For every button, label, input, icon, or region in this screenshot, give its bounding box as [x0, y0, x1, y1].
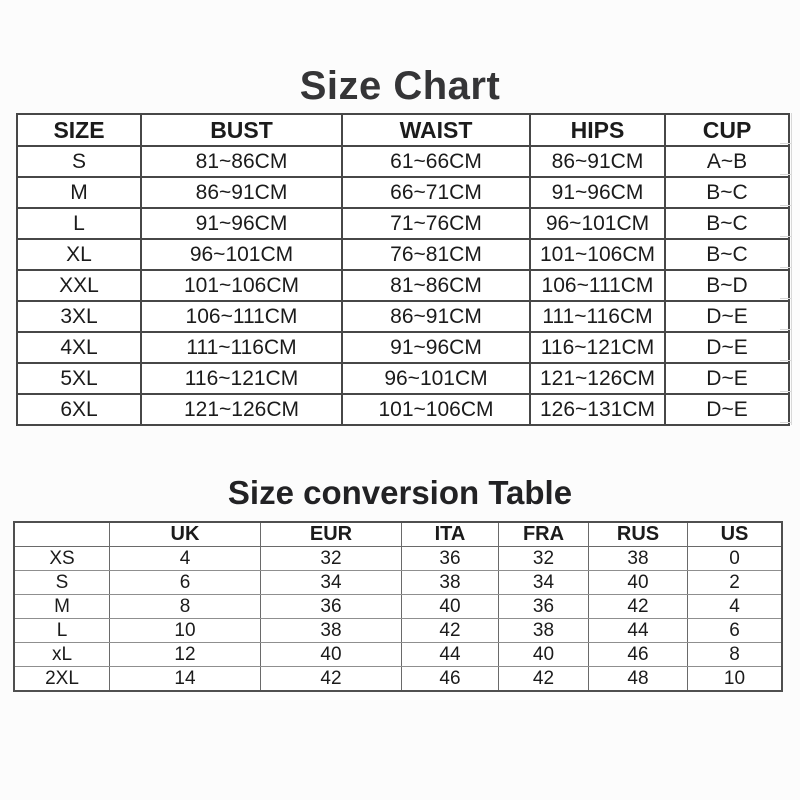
table-cell: D~E	[665, 332, 789, 363]
table-cell: 3XL	[17, 301, 141, 332]
table-cell: 116~121CM	[141, 363, 342, 394]
table-cell: 38	[589, 547, 688, 571]
table-row	[17, 239, 789, 270]
table-cell: 81~86CM	[141, 146, 342, 177]
table-cell: XS	[14, 547, 110, 571]
table-cell: 14	[110, 667, 261, 692]
table-cell: 71~76CM	[342, 208, 530, 239]
table-cell: 40	[402, 595, 499, 619]
table-cell: D~E	[665, 394, 789, 425]
table-row	[17, 270, 789, 301]
table-cell: 12	[110, 643, 261, 667]
table-cell: S	[17, 146, 141, 177]
table-cell: L	[14, 619, 110, 643]
table-cell: B~D	[665, 270, 789, 301]
table-cell: 36	[261, 595, 402, 619]
size-conversion-table	[13, 521, 783, 692]
table-cell: XXL	[17, 270, 141, 301]
table-row	[14, 667, 782, 692]
table-row	[17, 146, 789, 177]
table-cell: 6XL	[17, 394, 141, 425]
table-cell: 111~116CM	[141, 332, 342, 363]
table-cell: 42	[402, 619, 499, 643]
table-row	[14, 571, 782, 595]
table-cell: 91~96CM	[342, 332, 530, 363]
table-cell: S	[14, 571, 110, 595]
table-cell: 38	[499, 619, 589, 643]
table-row	[14, 547, 782, 571]
table-cell: 36	[499, 595, 589, 619]
table-cell: 36	[402, 547, 499, 571]
table-cell: 101~106CM	[530, 239, 665, 270]
column-header: HIPS	[530, 114, 665, 146]
column-header: BUST	[141, 114, 342, 146]
column-header: ITA	[402, 522, 499, 547]
table-cell: 8	[110, 595, 261, 619]
table-cell: 32	[499, 547, 589, 571]
table-cell: 32	[261, 547, 402, 571]
table-cell: 46	[402, 667, 499, 692]
table-cell: 106~111CM	[141, 301, 342, 332]
column-header: FRA	[499, 522, 589, 547]
table-cell: 86~91CM	[141, 177, 342, 208]
table-row	[17, 301, 789, 332]
table-cell: M	[14, 595, 110, 619]
table-cell: xL	[14, 643, 110, 667]
table-cell: 76~81CM	[342, 239, 530, 270]
table-cell: B~C	[665, 208, 789, 239]
table-row	[17, 363, 789, 394]
column-header: UK	[110, 522, 261, 547]
table-cell: 38	[402, 571, 499, 595]
table-cell: 42	[589, 595, 688, 619]
table-cell: 42	[261, 667, 402, 692]
table-cell: 42	[499, 667, 589, 692]
table-cell: B~C	[665, 239, 789, 270]
header-row	[14, 522, 782, 547]
table-cell: 96~101CM	[530, 208, 665, 239]
table-cell: 106~111CM	[530, 270, 665, 301]
table-row	[17, 332, 789, 363]
column-header: RUS	[589, 522, 688, 547]
table-cell: 86~91CM	[342, 301, 530, 332]
table-cell: 126~131CM	[530, 394, 665, 425]
table-cell: 61~66CM	[342, 146, 530, 177]
table-cell: B~C	[665, 177, 789, 208]
table-header	[17, 114, 789, 146]
column-header: WAIST	[342, 114, 530, 146]
table-cell: 48	[589, 667, 688, 692]
table-cell: 4	[688, 595, 783, 619]
table-cell: 44	[402, 643, 499, 667]
table-cell: 91~96CM	[141, 208, 342, 239]
table-cell: M	[17, 177, 141, 208]
table-cell: D~E	[665, 363, 789, 394]
table-cell: 111~116CM	[530, 301, 665, 332]
column-header: SIZE	[17, 114, 141, 146]
table-cell: 96~101CM	[141, 239, 342, 270]
table-cell: 4	[110, 547, 261, 571]
table-body	[17, 146, 789, 425]
table-cell: 10	[110, 619, 261, 643]
conversion-table-title: Size conversion Table	[227, 474, 573, 511]
table-row	[14, 595, 782, 619]
table-cell: 116~121CM	[530, 332, 665, 363]
table-cell: XL	[17, 239, 141, 270]
table-cell: D~E	[665, 301, 789, 332]
table-cell: 6	[688, 619, 783, 643]
table-header	[14, 522, 782, 547]
table-cell: 40	[261, 643, 402, 667]
table-cell: 44	[589, 619, 688, 643]
table-cell: A~B	[665, 146, 789, 177]
header-row	[17, 114, 789, 146]
table-body	[14, 547, 782, 692]
table-cell: 34	[499, 571, 589, 595]
table-cell: 8	[688, 643, 783, 667]
table-cell: 10	[688, 667, 783, 692]
table-cell: 121~126CM	[141, 394, 342, 425]
table-cell: 4XL	[17, 332, 141, 363]
table-cell: 0	[688, 547, 783, 571]
table-row	[14, 619, 782, 643]
table-cell: 6	[110, 571, 261, 595]
table-cell: 101~106CM	[141, 270, 342, 301]
table-cell: 96~101CM	[342, 363, 530, 394]
table-row	[17, 208, 789, 239]
table-cell: 40	[499, 643, 589, 667]
table-cell: 40	[589, 571, 688, 595]
table-cell: 81~86CM	[342, 270, 530, 301]
table-row	[14, 643, 782, 667]
table-cell: 66~71CM	[342, 177, 530, 208]
table-cell: 34	[261, 571, 402, 595]
column-header	[14, 522, 110, 547]
table-cell: 46	[589, 643, 688, 667]
table-cell: 2XL	[14, 667, 110, 692]
size-chart-title: Size Chart	[299, 64, 501, 108]
column-header: US	[688, 522, 783, 547]
column-header: CUP	[665, 114, 789, 146]
table-row	[17, 177, 789, 208]
table-cell: 91~96CM	[530, 177, 665, 208]
table-cell: 121~126CM	[530, 363, 665, 394]
table-cell: 5XL	[17, 363, 141, 394]
table-row	[17, 394, 789, 425]
size-chart-table	[16, 113, 790, 426]
column-header: EUR	[261, 522, 402, 547]
table-cell: 38	[261, 619, 402, 643]
table-cell: 86~91CM	[530, 146, 665, 177]
table-cell: 2	[688, 571, 783, 595]
table-cell: L	[17, 208, 141, 239]
table-cell: 101~106CM	[342, 394, 530, 425]
